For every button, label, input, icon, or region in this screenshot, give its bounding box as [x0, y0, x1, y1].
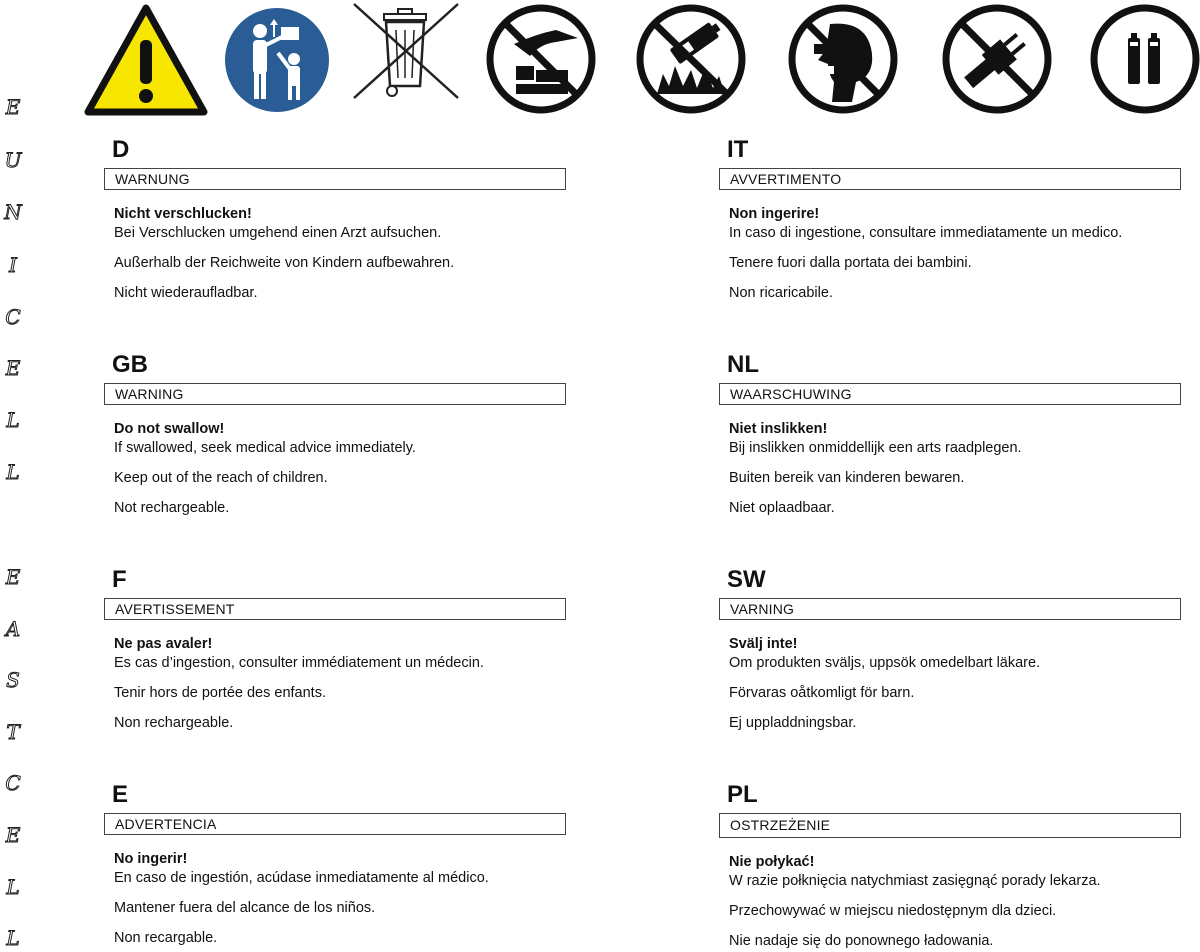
warning-triangle-icon	[84, 4, 208, 116]
crossed-out-bin-icon	[350, 2, 462, 100]
brand-letter: L	[6, 408, 20, 432]
warning-title-box: WAARSCHUWING	[719, 383, 1181, 405]
brand-letter: L	[6, 875, 20, 899]
warning-bold-line: No ingerir!	[114, 851, 188, 867]
brand-letter: A	[5, 617, 21, 641]
language-code: PL	[727, 781, 758, 808]
warning-line: Ej uppladdningsbar.	[729, 715, 857, 731]
brand-letter: E	[5, 823, 21, 847]
language-code: E	[112, 781, 129, 808]
warning-line: Nie nadaje się do ponownego ładowania.	[729, 933, 994, 949]
warning-line: Bij inslikken onmiddellijk een arts raadplegen.	[729, 440, 1022, 456]
warning-line: Non rechargeable.	[114, 715, 234, 731]
brand-letter: E	[5, 95, 21, 119]
brand-letter: E	[5, 565, 21, 589]
warning-line: Not rechargeable.	[114, 500, 230, 516]
warning-line: Tenir hors de portée des enfants.	[114, 685, 326, 701]
warning-line: Bei Verschlucken umgehend einen Arzt aufsuchen.	[114, 225, 442, 241]
language-code: IT	[727, 136, 749, 163]
do-not-swallow-icon	[788, 4, 898, 114]
do-not-charge-icon	[942, 4, 1052, 114]
warning-line: Nicht wiederaufladbar.	[114, 285, 258, 301]
warning-bold-line: Do not swallow!	[114, 421, 225, 437]
warning-title-box: AVERTISSEMENT	[104, 598, 566, 620]
warning-title-box: WARNING	[104, 383, 566, 405]
warning-line: Non ricaricabile.	[729, 285, 833, 301]
warning-line: Niet oplaadbaar.	[729, 500, 835, 516]
warning-line: In caso di ingestione, consultare immediatamente un medico.	[729, 225, 1123, 241]
do-not-burn-icon	[635, 4, 747, 114]
brand-letter: E	[5, 356, 21, 380]
do-not-short-circuit-icon	[486, 4, 596, 114]
warning-line: Om produkten sväljs, uppsök omedelbart läkare.	[729, 655, 1041, 671]
brand-letter: T	[6, 720, 20, 744]
warning-bold-line: Niet inslikken!	[729, 421, 828, 437]
warning-bold-line: Svälj inte!	[729, 636, 798, 652]
safety-icon-row	[80, 0, 1200, 118]
warning-line: Buiten bereik van kinderen bewaren.	[729, 470, 965, 486]
battery-icon	[1090, 4, 1200, 114]
keep-away-from-children-icon	[224, 7, 330, 113]
warning-bold-line: Non ingerire!	[729, 206, 820, 222]
brand-letter: S	[6, 668, 20, 692]
warning-title-box: OSTRZEŻENIE	[719, 813, 1181, 838]
warning-title-box: AVVERTIMENTO	[719, 168, 1181, 190]
language-code: SW	[727, 566, 766, 593]
brand-letter: L	[6, 460, 20, 484]
warning-line: Tenere fuori dalla portata dei bambini.	[729, 255, 972, 271]
brand-letter: L	[6, 926, 20, 950]
warning-line: Non recargable.	[114, 930, 218, 946]
warning-line: Keep out of the reach of children.	[114, 470, 328, 486]
warning-line: En caso de ingestión, acúdase inmediatamente al médico.	[114, 870, 489, 886]
brand-letter: C	[5, 305, 21, 329]
warning-bold-line: Nicht verschlucken!	[114, 206, 252, 222]
warning-bold-line: Ne pas avaler!	[114, 636, 213, 652]
warning-title-box: ADVERTENCIA	[104, 813, 566, 835]
brand-letter: I	[9, 253, 17, 277]
language-code: D	[112, 136, 130, 163]
warning-line: Es cas d’ingestion, consulter immédiatement un médecin.	[114, 655, 484, 671]
brand-letter: N	[4, 200, 22, 224]
warning-line: Mantener fuera del alcance de los niños.	[114, 900, 376, 916]
warning-bold-line: Nie połykać!	[729, 854, 815, 870]
language-code: F	[112, 566, 127, 593]
warning-line: If swallowed, seek medical advice immediately.	[114, 440, 416, 456]
warning-line: Außerhalb der Reichweite von Kindern aufbewahren.	[114, 255, 455, 271]
warning-title-box: VARNING	[719, 598, 1181, 620]
language-code: NL	[727, 351, 759, 378]
brand-letter: C	[5, 771, 21, 795]
language-code: GB	[112, 351, 148, 378]
warning-line: W razie połknięcia natychmiast zasięgnąć porady lekarza.	[729, 873, 1101, 889]
brand-letter: U	[4, 148, 22, 172]
warning-line: Przechowywać w miejscu niedostępnym dla dzieci.	[729, 903, 1057, 919]
warning-line: Förvaras oåtkomligt för barn.	[729, 685, 915, 701]
warning-title-box: WARNUNG	[104, 168, 566, 190]
